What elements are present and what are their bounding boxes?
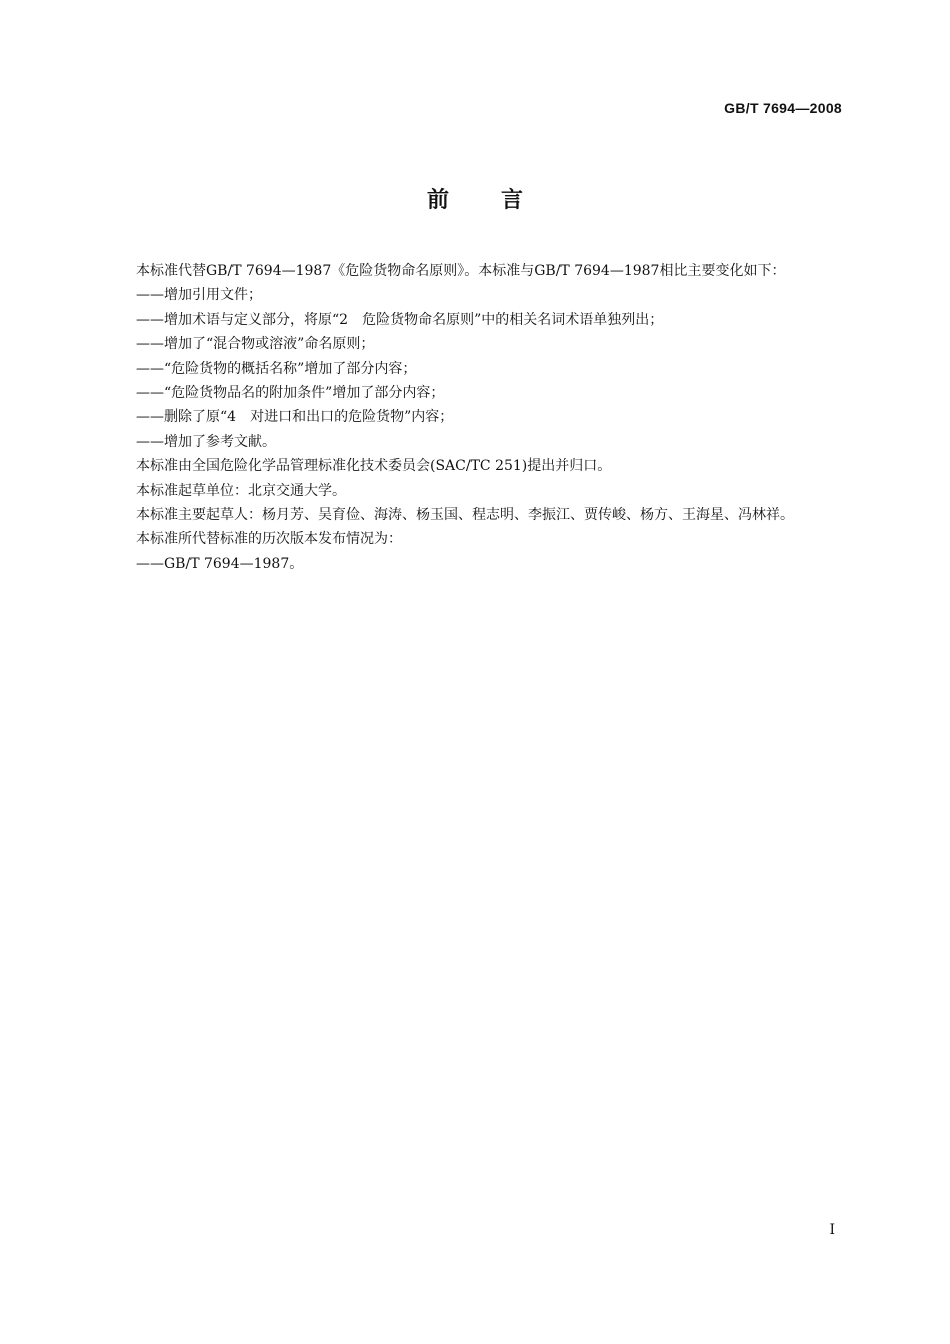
change-item: ——“危险货物品名的附加条件”增加了部分内容； bbox=[136, 385, 445, 402]
history-item: ——GB/T 7694—1987。 bbox=[136, 555, 304, 572]
change-item: ——增加术语与定义部分，将原“2 危险货物命名原则”中的相关名词术语单独列出； bbox=[136, 311, 664, 328]
change-item: ——增加引用文件； bbox=[136, 287, 262, 304]
intro-paragraph: 本标准代替GB/T 7694—1987《危险货物命名原则》。本标准与GB/T 7694—1987相比主要变化如下： bbox=[136, 263, 786, 279]
standard-code: GB/T 7694—2008 bbox=[724, 100, 842, 116]
drafting-unit-paragraph: 本标准起草单位：北京交通大学。 bbox=[136, 482, 346, 499]
change-item: ——删除了原“4 对进口和出口的危险货物”内容； bbox=[136, 409, 454, 426]
document-body bbox=[108, 259, 844, 576]
page-number: I bbox=[829, 1222, 835, 1238]
proposer-paragraph: 本标准由全国危险化学品管理标准化技术委员会(SAC/TC 251)提出并归口。 bbox=[136, 458, 612, 475]
history-intro-paragraph: 本标准所代替标准的历次版本发布情况为： bbox=[136, 531, 402, 548]
drafters-paragraph: 本标准主要起草人：杨月芳、吴育俭、海涛、杨玉国、程志明、李振江、贾传峻、杨方、王海星、冯林祥。 bbox=[136, 507, 794, 524]
change-item: ——增加了参考文献。 bbox=[136, 433, 276, 450]
change-item: ——增加了“混合物或溶液”命名原则； bbox=[136, 336, 375, 353]
change-item: ——“危险货物的概括名称”增加了部分内容； bbox=[136, 360, 417, 377]
page-title: 前言 bbox=[426, 188, 575, 213]
